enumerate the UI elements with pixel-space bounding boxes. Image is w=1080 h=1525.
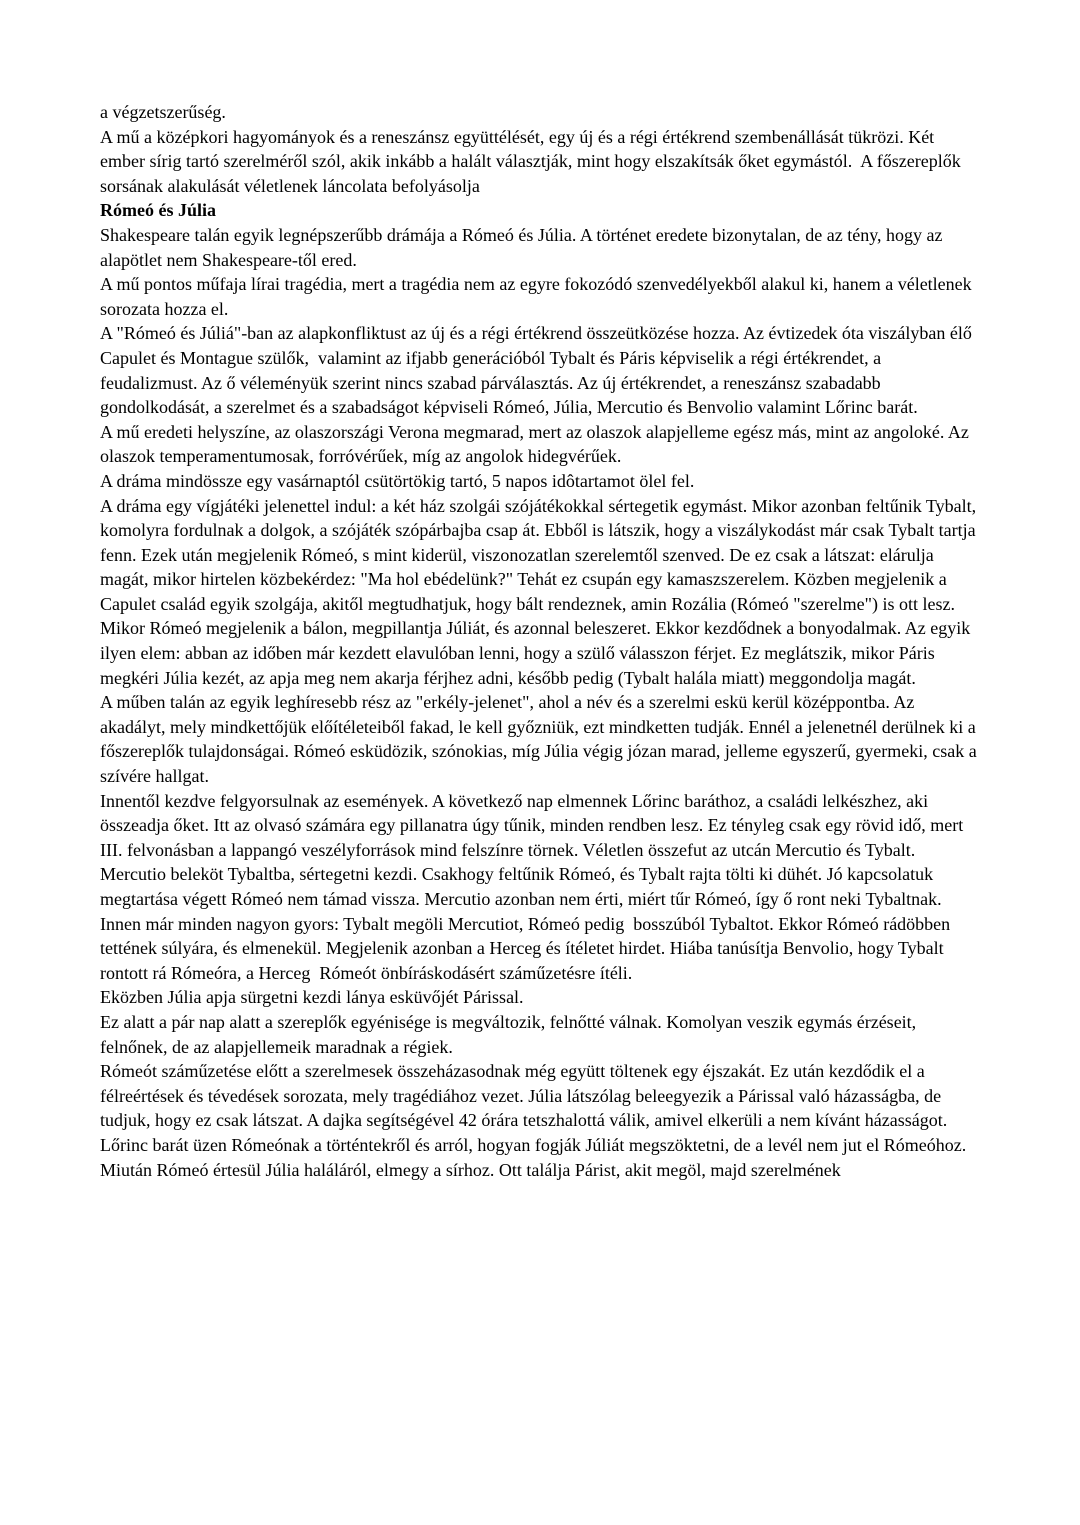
paragraph: Eközben Júlia apja sürgetni kezdi lánya esküvőjét Párissal. xyxy=(100,987,524,1008)
paragraph: Shakespeare talán egyik legnépszerűbb drámája a Rómeó és Júlia. A történet eredete bizonytalan, de az tény, hogy az alapötlet nem Shakespeare-től ered. xyxy=(100,224,948,270)
paragraph: Rómeót száműzetése előtt a szerelmesek összeházasodnak még együtt töltenek egy éjszakát. Ez után kezdődik el a félreértések és tévedések sorozata, mely tragédiához vezet. Júlia látszólag beleegyezik a Párissal való házasságba, de tudjuk, hogy ez csak látszat. A dajka segítségével 42 órára tetszhalottá válik, amivel elkerüli a nem kívánt házasságot. Lőrinc barát üzen Rómeónak a történtekről és arról, hogyan fogják Júliát megszöktetni, de a levél nem jut el Rómeóhoz. Miután Rómeó értesül Júlia haláláról, elmegy a sírhoz. Ott találja Párist, akit megöl, majd szerelmének xyxy=(100,1061,971,1180)
section-heading: Rómeó és Júlia xyxy=(100,200,216,221)
paragraph: A mű pontos műfaja lírai tragédia, mert a tragédia nem az egyre fokozódó szenvedélyekből alakul ki, hanem a véletlenek sorozata hozza el. xyxy=(100,274,977,319)
paragraph: a végzetszerűség. xyxy=(100,102,226,122)
paragraph: A dráma egy vígjátéki jelenettel indul: a két ház szolgái szójátékokkal sértegetik egymást. Mikor azonban feltűnik Tybalt, komolyra fordulnak a dolgok, a szójáték szópárbajba csap át. Ebből is látszik, hogy a viszálykodást már csak Tybalt tartja fenn. Ezek után megjelenik Rómeó, s mint kiderül, viszonozatlan szerelemtől szenved. De ez csak a látszat: elárulja magát, mikor hirtelen közbekérdez: "Ma hol ebédelünk?" Tehát ez csupán egy kamaszszerelem. Közben megjelenik a Capulet család egyik szolgája, akitől megtudhatjuk, hogy bált rendeznek, amin Rozália (Rómeó "szerelme") is ott lesz. xyxy=(100,495,981,614)
paragraph: A műben talán az egyik leghíresebb rész az "erkély-jelenet", ahol a név és a szerelmi eskü kerül középpontba. Az akadályt, mely mindkettőjük előítéleteiből fakad, le kell győzniük, ezt mindketten tudják. Ennél a jelenetnél derülnek ki a főszereplők tulajdonságai. Rómeó esküdözik, szónokias, míg Júlia végig józan marad, jelleme egyszerű, gyermeki, csak a szívére hallgat. xyxy=(100,692,982,787)
document-body xyxy=(100,100,982,1182)
paragraph: Mikor Rómeó megjelenik a bálon, megpillantja Júliát, és azonnal beleszeret. Ekkor kezdődnek a bonyodalmak. Az egyik ilyen elem: abban az időben már kezdett elavulóban lenni, hogy a szülő válasszon férjet. Ez meglátszik, mikor Páris megkéri Júlia kezét, az apja meg nem akarja férjhez adni, később pedig (Tybalt halála miatt) meggondolja magát. xyxy=(100,618,975,688)
paragraph: A "Rómeó és Júliá"-ban az alapkonfliktust az új és a régi értékrend összeütközése hozza. Az évtizedek óta viszályban élő Capulet és Montague szülők, valamint az ifjabb generációból Tybalt és Páris képviselik a régi értékrendet, a feudalizmust. Az ő véleményük szerint nincs szabad párválasztás. Az új értékrendet, a reneszánsz szabadabb gondolkodását, a szerelmet és a szabadságot képviseli Rómeó, Júlia, Mercutio és Benvolio valamint Lőrinc barát. xyxy=(100,323,977,418)
paragraph: A mű eredeti helyszíne, az olaszországi Verona megmarad, mert az olaszok alapjelleme egész más, mint az angoloké. Az olaszok temperamentumosak, forróvérűek, míg az angolok hidegvérűek. xyxy=(100,421,974,467)
paragraph: Innentől kezdve felgyorsulnak az események. A következő nap elmennek Lőrinc baráthoz, a családi lelkészhez, aki összeadja őket. Itt az olvasó számára egy pillanatra úgy tűnik, minden rendben lesz. Ez tényleg csak egy rövid idő, mert III. felvonásban a lappangó veszélyforrások mind felszínre törnek. Véletlen összefut az utcán Mercutio és Tybalt. Mercutio beleköt Tybaltba, sértegetni kezdi. Csakhogy feltűnik Rómeó, és Tybalt rajta tölti ki dühét. Jó kapcsolatuk megtartása végett Rómeó nem támad vissza. Mercutio azonban nem érti, miért tűr Rómeó, így ő ront neki Tybaltnak. Innen már minden nagyon gyors: Tybalt megöli Mercutiot, Rómeó pedig bosszúból Tybaltot. Ekkor Rómeó rádöbben tettének súlyára, és elmenekül. Megjelenik azonban a Herceg és ítéletet hirdet. Hiába tanúsítja Benvolio, hogy Tybalt rontott rá Rómeóra, a Herceg Rómeót önbíráskodásért száműzetésre ítéli. xyxy=(100,790,968,983)
paragraph: Ez alatt a pár nap alatt a szereplők egyénisége is megváltozik, felnőtté válnak. Komolyan veszik egymás érzéseit, felnőnek, de az alapjellemeik maradnak a régiek. xyxy=(100,1011,921,1057)
paragraph: A mű a középkori hagyományok és a reneszánsz együttélését, egy új és a régi értékrend szembenállását tükrözi. Két ember sírig tartó szerelméről szól, akik inkább a halált választják, mint hogy elszakítsák őket egymástól. A főszereplők sorsának alakulását véletlenek láncolata befolyásolja xyxy=(100,126,966,196)
paragraph: A dráma mindössze egy vasárnaptól csütörtökig tartó, 5 napos idôtartamot ölel fel. xyxy=(100,470,695,491)
